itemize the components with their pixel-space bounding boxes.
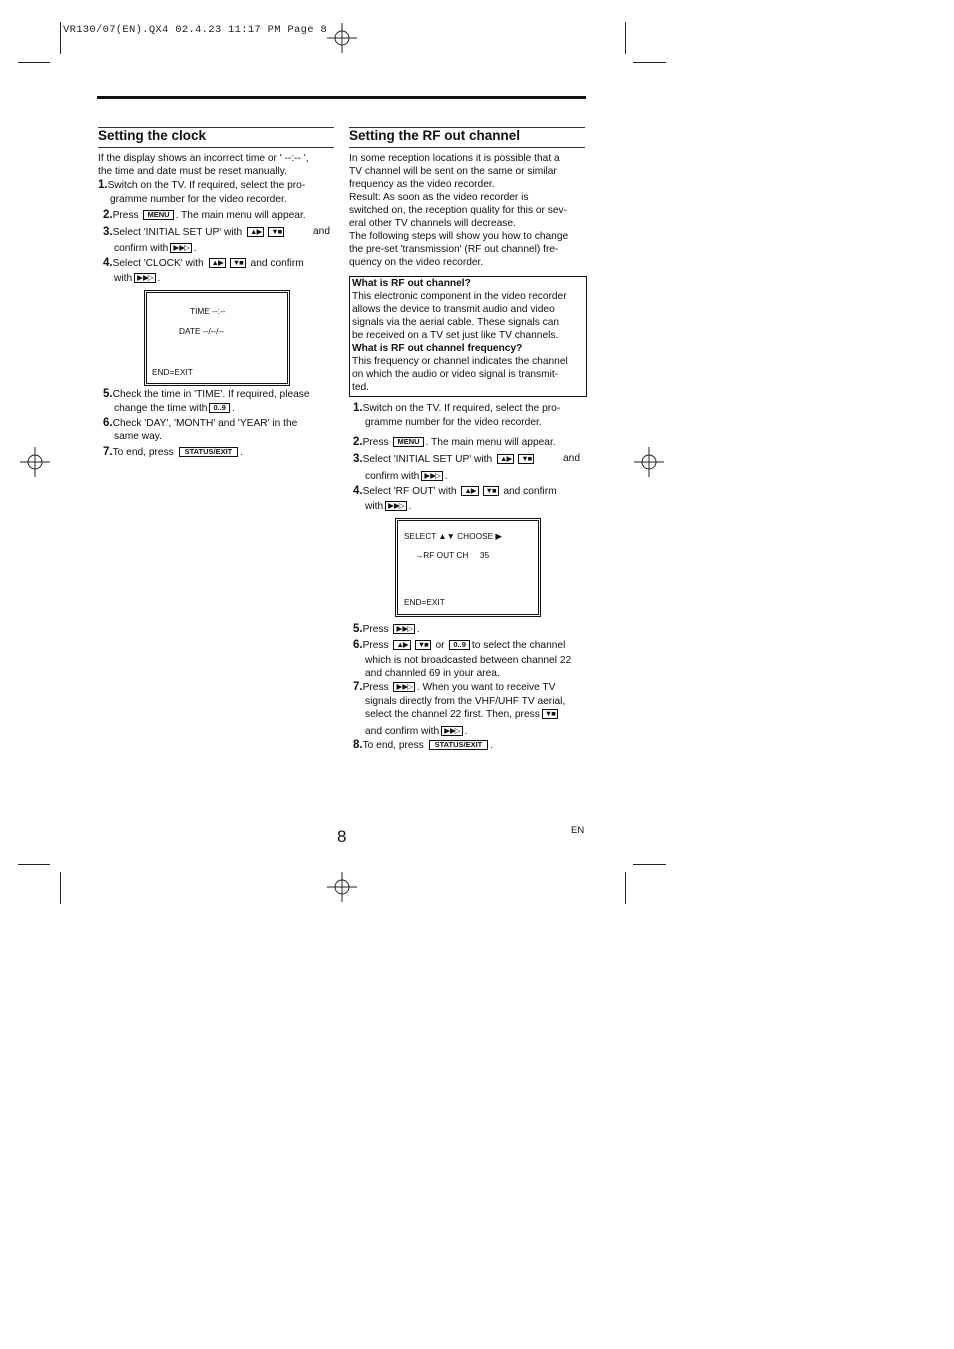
up-key: ▲▶ <box>461 486 478 496</box>
clock-step-4-cont: with ▶ ▶▷ . <box>114 273 161 284</box>
info-question-2: What is RF out channel frequency? <box>352 343 523 354</box>
clock-intro-line-1: If the display shows an incorrect time or ' --:-- ', <box>98 153 309 164</box>
osd-rf-out-ch: →RF OUT CH 35 <box>415 550 490 560</box>
play-key: ▶ ▶▷ <box>385 501 406 511</box>
clock-step-1-cont: gramme number for the video recorder. <box>110 194 287 205</box>
up-key: ▲▶ <box>497 454 514 464</box>
rf-step-6: 6.Press ▲▶ ▼■ or 0..9 to select the channel <box>353 639 566 651</box>
clock-step-4: 4.Select 'CLOCK' with ▲▶ ▼■ and confirm <box>103 257 304 269</box>
registration-mark-bottom-icon <box>327 872 357 902</box>
rf-step-1-cont: gramme number for the video recorder. <box>365 417 542 428</box>
rf-intro-line-4: Result: As soon as the video recorder is <box>349 192 529 203</box>
info-answer-2-line-2: on which the audio or video signal is transmit- <box>352 369 559 380</box>
osd-date: DATE --/--/-- <box>179 326 225 336</box>
info-answer-2-line-3: ted. <box>352 382 369 393</box>
rf-intro-line-6: eral other TV channels will decrease. <box>349 218 516 229</box>
rf-step-4: 4.Select 'RF OUT' with ▲▶ ▼■ and confirm <box>353 485 557 497</box>
rf-step-5: 5.Press ▶ ▶▷ . <box>353 623 420 635</box>
clock-step-6-cont: same way. <box>114 431 162 442</box>
status-exit-key: STATUS/EXIT <box>429 740 489 750</box>
rf-step-7: 7.Press ▶ ▶▷ . When you want to receive TV <box>353 681 556 693</box>
rf-step-3-cont: confirm with ▶ ▶▷ . <box>365 471 448 482</box>
rf-intro-line-5: switched on, the reception quality for this or sev- <box>349 205 568 216</box>
info-answer-2-line-1: This frequency or channel indicates the channel <box>352 356 568 367</box>
info-answer-1-line-3: signals via the aerial cable. These signals can <box>352 317 560 328</box>
registration-mark-right-icon <box>634 447 664 477</box>
up-key: ▲▶ <box>209 258 226 268</box>
page-number: 8 <box>337 827 347 846</box>
rf-step-7-cont-2: select the channel 22 first. Then, press ▼■ <box>365 707 560 723</box>
digit-keys: 0..9 <box>209 403 230 413</box>
osd-end-exit: END=EXIT <box>152 367 193 377</box>
rf-step-2: 2.Press MENU . The main menu will appear. <box>353 436 556 448</box>
info-answer-1-line-2: allows the device to transmit audio and video <box>352 304 555 315</box>
rf-osd-screen <box>395 518 541 617</box>
digit-keys: 0..9 <box>449 640 470 650</box>
print-slug: VR130/07(EN).QX4 02.4.23 11:17 PM Page 8 <box>63 24 328 36</box>
play-key: ▶ ▶▷ <box>441 726 462 736</box>
rf-step-6-cont-1: which is not broadcasted between channel 22 <box>365 655 572 666</box>
clock-step-3: 3.Select 'INITIAL SET UP' with ▲▶ ▼■ and <box>103 226 330 238</box>
top-rule <box>97 96 586 99</box>
clock-step-1: 1.Switch on the TV. If required, select the pro- <box>98 179 306 191</box>
info-answer-1-line-1: This electronic component in the video recorder <box>352 291 567 302</box>
clock-step-2: 2.Press MENU . The main menu will appear. <box>103 209 306 221</box>
osd-time: TIME --:-- <box>190 306 226 316</box>
rf-step-1: 1.Switch on the TV. If required, select the pro- <box>353 402 561 414</box>
clock-step-5: 5.Check the time in 'TIME'. If required, please <box>103 388 310 400</box>
rf-intro-line-7: The following steps will show you how to change <box>349 231 569 242</box>
rf-step-7-cont-1: signals directly from the VHF/UHF TV aerial, <box>365 696 566 707</box>
clock-step-5-cont: change the time with 0..9 . <box>114 403 235 414</box>
clock-step-7: 7.To end, press STATUS/EXIT . <box>103 446 244 458</box>
rf-intro-line-3: frequency as the video recorder. <box>349 179 495 190</box>
registration-mark-top-icon <box>327 23 357 53</box>
rf-step-4-cont: with ▶ ▶▷ . <box>365 501 412 512</box>
play-key: ▶ ▶▷ <box>393 682 414 692</box>
rf-intro-line-9: quency on the video recorder. <box>349 257 484 268</box>
up-key: ▲▶ <box>393 640 410 650</box>
down-key: ▼■ <box>268 227 284 237</box>
osd-end-exit: END=EXIT <box>404 597 445 607</box>
up-key: ▲▶ <box>247 227 264 237</box>
down-key: ▼■ <box>415 640 431 650</box>
rf-intro-line-8: the pre-set 'transmission' (RF out channel) fre- <box>349 244 559 255</box>
rf-intro-line-1: In some reception locations it is possible that a <box>349 153 560 164</box>
info-answer-1-line-4: be received on a TV set just like TV channels. <box>352 330 559 341</box>
rf-step-8: 8.To end, press STATUS/EXIT . <box>353 739 494 751</box>
rf-step-6-cont-2: and channled 69 in your area. <box>365 668 500 679</box>
clock-step-6: 6.Check 'DAY', 'MONTH' and 'YEAR' in the <box>103 417 298 429</box>
menu-key: MENU <box>393 437 423 447</box>
play-key: ▶ ▶▷ <box>421 471 442 481</box>
clock-osd-screen <box>144 290 290 386</box>
rf-intro-line-2: TV channel will be sent on the same or similar <box>349 166 557 177</box>
osd-select-choose: SELECT ▲▼ CHOOSE ▶ <box>404 531 502 541</box>
down-key: ▼■ <box>518 454 534 464</box>
down-key: ▼■ <box>483 486 499 496</box>
section-title-rf: Setting the RF out channel <box>349 127 585 148</box>
down-key: ▼■ <box>230 258 246 268</box>
rf-step-3: 3.Select 'INITIAL SET UP' with ▲▶ ▼■ and <box>353 453 580 465</box>
clock-step-3-cont: confirm with ▶ ▶▷ . <box>114 243 197 254</box>
play-key: ▶ ▶▷ <box>393 624 414 634</box>
down-key: ▼■ <box>542 709 558 719</box>
play-key: ▶ ▶▷ <box>170 243 191 253</box>
status-exit-key: STATUS/EXIT <box>179 447 239 457</box>
clock-intro-line-2: the time and date must be reset manually. <box>98 166 287 177</box>
info-question-1: What is RF out channel? <box>352 278 471 289</box>
registration-mark-left-icon <box>20 447 50 477</box>
menu-key: MENU <box>143 210 173 220</box>
section-title-clock: Setting the clock <box>98 127 334 148</box>
language-tag: EN <box>571 825 585 836</box>
rf-step-7-cont-3: and confirm with ▶ ▶▷ . <box>365 726 468 737</box>
play-key: ▶ ▶▷ <box>134 273 155 283</box>
